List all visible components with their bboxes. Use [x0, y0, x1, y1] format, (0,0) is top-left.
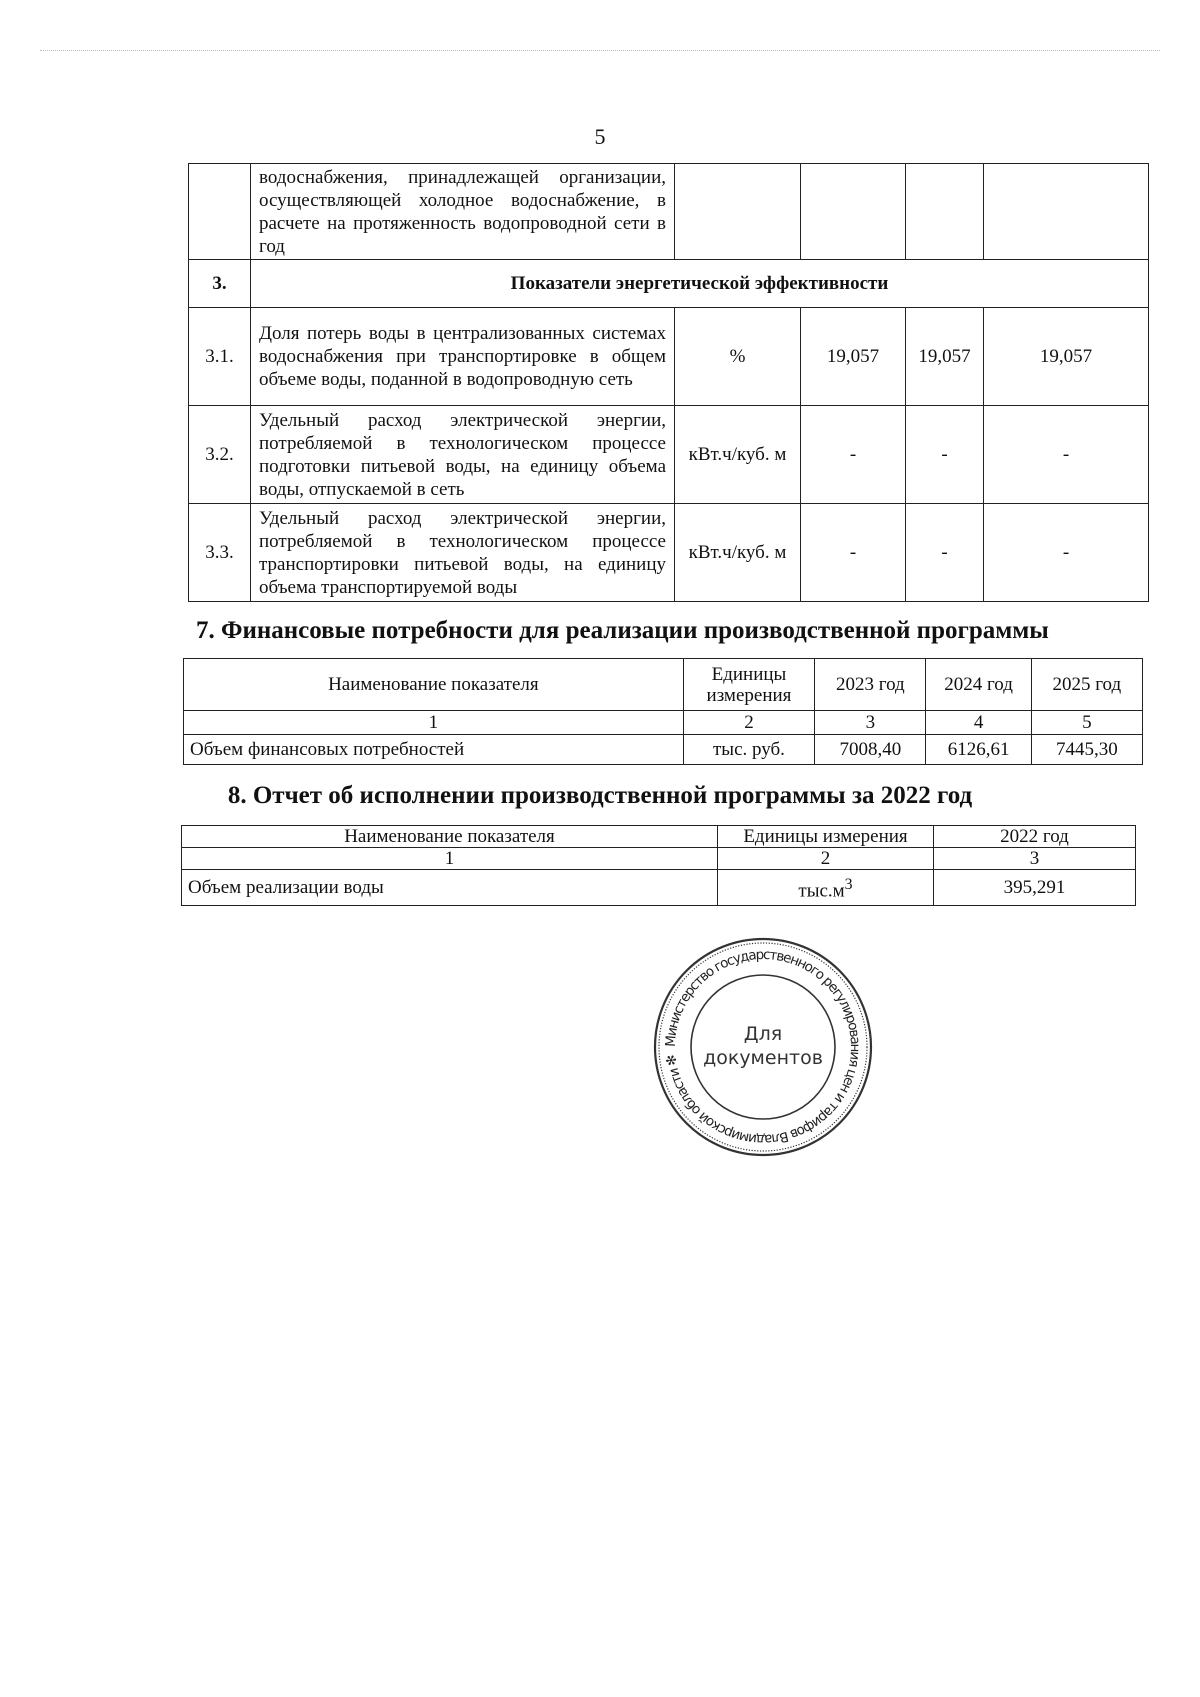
value-2024: 19,057 — [906, 308, 984, 406]
unit-cell: кВт.ч/куб. м — [675, 406, 801, 504]
unit-superscript: 3 — [844, 875, 853, 893]
index-cell: 1 — [182, 848, 718, 870]
value-2023: 19,057 — [801, 308, 906, 406]
index-cell: 2 — [683, 711, 815, 735]
index-cell: 3 — [815, 711, 926, 735]
indicators-table — [188, 163, 1149, 602]
header-2023: 2023 год — [815, 659, 926, 711]
unit-cell: кВт.ч/куб. м — [675, 504, 801, 602]
index-row — [182, 848, 1136, 870]
unit-text: тыс.м — [798, 880, 845, 902]
unit-cell: % — [675, 308, 801, 406]
finance-table — [183, 658, 1143, 765]
scan-artifact-line — [40, 50, 1160, 52]
table-row — [182, 870, 1136, 906]
row-number: 3.3. — [189, 504, 251, 602]
official-stamp — [652, 936, 874, 1158]
report-table — [181, 825, 1136, 906]
stamp-ring-text: Министерство государственного регулирования цен и тарифов Владимирской области ✻ — [662, 946, 864, 1148]
index-cell: 1 — [184, 711, 684, 735]
header-name: Наименование показателя — [184, 659, 684, 711]
value-2022: 395,291 — [934, 870, 1136, 906]
unit-cell — [718, 870, 934, 906]
index-cell: 5 — [1031, 711, 1142, 735]
header-unit: Единицы измерения — [683, 659, 815, 711]
indicator-name: Объем финансовых потребностей — [184, 735, 684, 765]
stamp-center-line2: документов — [703, 1047, 823, 1069]
section-row — [189, 260, 1149, 308]
table-row — [189, 164, 1149, 260]
report-heading: 8. Отчет об исполнении производственной программы за 2022 год — [227, 782, 973, 809]
index-cell: 4 — [926, 711, 1031, 735]
value-2024: - — [906, 406, 984, 504]
table-row — [189, 308, 1149, 406]
value-2025: 19,057 — [984, 308, 1149, 406]
value-2024: - — [906, 504, 984, 602]
table-row — [189, 406, 1149, 504]
index-cell: 3 — [934, 848, 1136, 870]
value-2025: 7445,30 — [1031, 735, 1142, 765]
header-2025: 2025 год — [1031, 659, 1142, 711]
table-row — [184, 735, 1143, 765]
indicator-description: водоснабжения, принадлежащей организации, осуществляющей холодное водоснабжение, в расчете на протяженность водопроводной сети в год — [251, 164, 675, 260]
section-title: Показатели энергетической эффективности — [251, 260, 1149, 308]
indicator-description: Удельный расход электрической энергии, потребляемой в технологическом процессе транспортировки питьевой воды, на единицу объема транспортируемой воды — [251, 504, 675, 602]
finance-heading: 7. Финансовые потребности для реализации производственной программы — [196, 617, 1049, 644]
row-number: 3.2. — [189, 406, 251, 504]
indicator-description: Удельный расход электрической энергии, потребляемой в технологическом процессе подготовки питьевой воды, на единицу объема воды, отпускаемой в сеть — [251, 406, 675, 504]
indicator-description: Доля потерь воды в централизованных системах водоснабжения при транспортировке в общем объеме воды, поданной в водопроводную сеть — [251, 308, 675, 406]
table-header-row — [184, 659, 1143, 711]
table-header-row — [182, 826, 1136, 848]
header-2022: 2022 год — [934, 826, 1136, 848]
stamp-center-line1: Для — [743, 1023, 783, 1045]
value-2023: - — [801, 406, 906, 504]
value-2025: - — [984, 504, 1149, 602]
value-2023: 7008,40 — [815, 735, 926, 765]
indicator-name: Объем реализации воды — [182, 870, 718, 906]
index-cell: 2 — [718, 848, 934, 870]
value-2025: - — [984, 406, 1149, 504]
header-unit: Единицы измерения — [718, 826, 934, 848]
index-row — [184, 711, 1143, 735]
page-number: 5 — [594, 124, 606, 149]
section-number: 3. — [189, 260, 251, 308]
value-2023: - — [801, 504, 906, 602]
header-name: Наименование показателя — [182, 826, 718, 848]
unit-cell: тыс. руб. — [683, 735, 815, 765]
table-row — [189, 504, 1149, 602]
value-2024: 6126,61 — [926, 735, 1031, 765]
header-2024: 2024 год — [926, 659, 1031, 711]
row-number: 3.1. — [189, 308, 251, 406]
